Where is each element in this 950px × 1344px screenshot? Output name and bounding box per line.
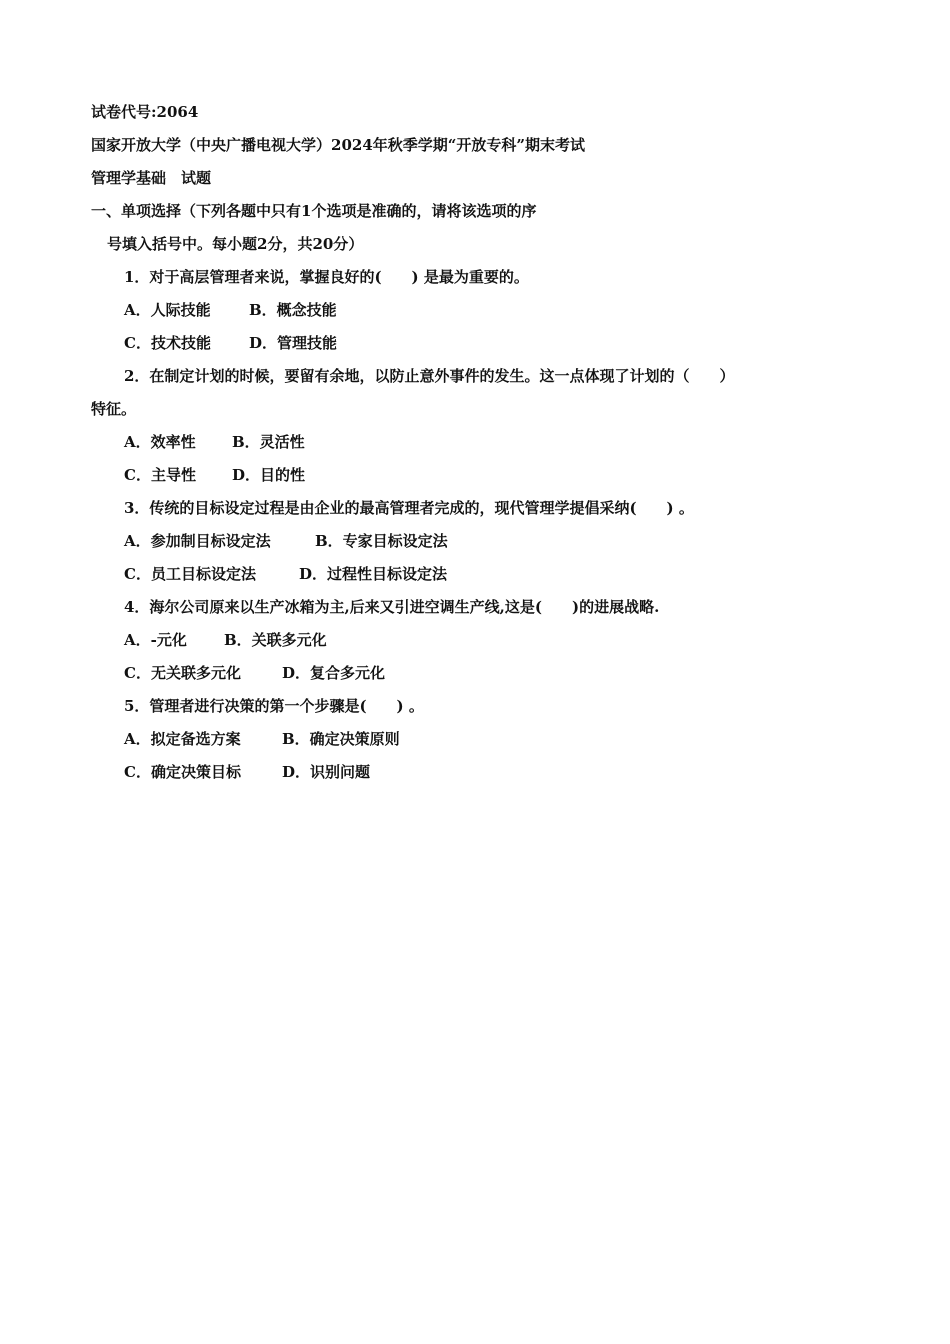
question-2-options-row1 xyxy=(124,432,305,452)
question-4-option-d: D．复合多元化 xyxy=(282,664,386,682)
question-5-options-row1 xyxy=(124,729,400,749)
question-5-option-c: C．确定决策目标 xyxy=(124,763,241,781)
question-5-option-a: A．拟定备选方案 xyxy=(124,730,241,748)
question-2-option-b: B．灵活性 xyxy=(232,433,305,451)
question-2-option-d: D．目的性 xyxy=(232,466,306,484)
question-4-option-a: A．-元化 xyxy=(124,631,187,649)
question-1-option-b: B．概念技能 xyxy=(249,301,337,319)
question-4-option-b: B．关联多元化 xyxy=(224,631,327,649)
question-4-option-c: C．无关联多元化 xyxy=(124,664,241,682)
question-5-stem: 5．管理者进行决策的第一个步骤是( ) 。 xyxy=(124,697,424,715)
question-5-option-d: D．识别问题 xyxy=(282,763,371,781)
question-2-option-a: A．效率性 xyxy=(124,433,196,451)
question-3-options-row2 xyxy=(124,564,447,584)
section-heading-line2: 号填入括号中。每小题2分，共20分） xyxy=(107,235,364,253)
question-1-options-row1 xyxy=(124,300,337,320)
exam-title: 国家开放大学（中央广播电视大学）2024年秋季学期“开放专科”期末考试 xyxy=(91,136,586,154)
question-4-stem: 4．海尔公司原来以生产冰箱为主,后来又引进空调生产线,这是( )的进展战略. xyxy=(124,598,660,616)
question-3-option-c: C．员工目标设定法 xyxy=(124,565,256,583)
question-2-stem: 2．在制定计划的时候，要留有余地，以防止意外事件的发生。这一点体现了计划的（ ） xyxy=(124,367,735,385)
question-2-option-c: C．主导性 xyxy=(124,466,196,484)
question-2-options-row2 xyxy=(124,465,305,485)
subject-title: 管理学基础 试题 xyxy=(91,169,212,187)
question-1-stem: 1．对于高层管理者来说，掌握良好的( ) 是最为重要的。 xyxy=(124,268,529,286)
question-2-stem-continued: 特征。 xyxy=(91,400,137,418)
question-3-options-row1 xyxy=(124,531,448,551)
question-4-options-row2 xyxy=(124,663,385,683)
question-3-option-a: A．参加制目标设定法 xyxy=(124,532,271,550)
question-1-options-row2 xyxy=(124,333,337,353)
question-5-option-b: B．确定决策原则 xyxy=(282,730,400,748)
question-3-option-b: B．专家目标设定法 xyxy=(315,532,448,550)
question-1-option-d: D．管理技能 xyxy=(249,334,338,352)
question-4-options-row1 xyxy=(124,630,327,650)
question-1-option-c: C．技术技能 xyxy=(124,334,211,352)
question-3-stem: 3．传统的目标设定过程是由企业的最高管理者完成的，现代管理学提倡采纳( ) 。 xyxy=(124,499,694,517)
question-3-option-d: D．过程性目标设定法 xyxy=(299,565,448,583)
question-5-options-row2 xyxy=(124,762,370,782)
paper-code: 试卷代号:2064 xyxy=(91,103,199,121)
section-heading-line1: 一、单项选择（下列各题中只有1个选项是准确的，请将该选项的序 xyxy=(91,202,537,220)
question-1-option-a: A．人际技能 xyxy=(124,301,211,319)
